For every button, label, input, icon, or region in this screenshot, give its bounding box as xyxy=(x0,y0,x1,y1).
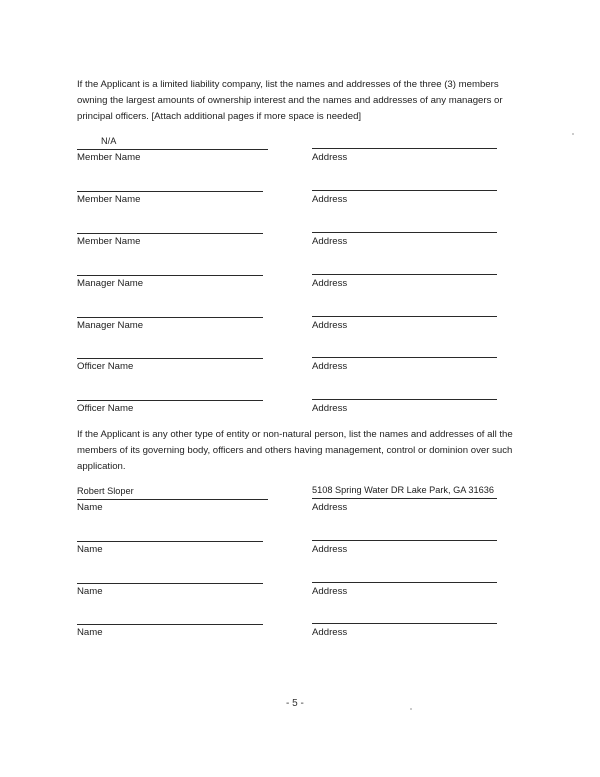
member-name-field[interactable] xyxy=(77,191,263,192)
officer-name-label: Officer Name xyxy=(77,403,134,414)
other-entity-instructions: If the Applicant is any other type of entity or non-natural person, list the names and addresses of all the members of its governing body, officers and others having management, control or dominion over such application. xyxy=(77,429,513,472)
address-field[interactable] xyxy=(312,190,497,191)
address-field[interactable] xyxy=(312,498,497,499)
name-label: Name xyxy=(77,586,103,597)
member-name-field[interactable] xyxy=(77,149,268,150)
address-label: Address xyxy=(312,320,348,331)
name-field[interactable] xyxy=(77,624,263,625)
officer-name-label: Officer Name xyxy=(77,361,134,372)
address-value[interactable]: 5108 Spring Water DR Lake Park, GA 31636 xyxy=(312,485,494,495)
address-field[interactable] xyxy=(312,148,497,149)
name-label: Name xyxy=(77,544,103,555)
name-label: Name xyxy=(77,502,103,513)
member-name-label: Member Name xyxy=(77,236,141,247)
name-field[interactable] xyxy=(77,541,263,542)
member-name-label: Member Name xyxy=(77,152,141,163)
name-label: Name xyxy=(77,627,103,638)
address-field[interactable] xyxy=(312,623,497,624)
officer-name-field[interactable] xyxy=(77,400,263,401)
address-field[interactable] xyxy=(312,316,497,317)
address-label: Address xyxy=(312,361,348,372)
address-label: Address xyxy=(312,544,348,555)
llc-instructions: If the Applicant is a limited liability company, list the names and addresses of the three (3) members owning the largest amounts of ownership interest and the names and addresses of any managers or principal officers. [Attach additional pages if more space is needed] xyxy=(77,79,503,122)
name-value[interactable]: Robert Sloper xyxy=(77,486,134,496)
member-name-value[interactable]: N/A xyxy=(101,136,117,146)
address-field[interactable] xyxy=(312,232,497,233)
address-label: Address xyxy=(312,627,348,638)
address-field[interactable] xyxy=(312,399,497,400)
address-field[interactable] xyxy=(312,540,497,541)
name-field[interactable] xyxy=(77,499,268,500)
address-label: Address xyxy=(312,194,348,205)
member-name-label: Member Name xyxy=(77,194,141,205)
page-number: - 5 - xyxy=(286,698,304,709)
address-label: Address xyxy=(312,586,348,597)
address-label: Address xyxy=(312,236,348,247)
address-field[interactable] xyxy=(312,357,497,358)
address-label: Address xyxy=(312,152,348,163)
manager-name-field[interactable] xyxy=(77,317,263,318)
address-label: Address xyxy=(312,278,348,289)
manager-name-label: Manager Name xyxy=(77,320,144,331)
address-label: Address xyxy=(312,403,348,414)
manager-name-label: Manager Name xyxy=(77,278,144,289)
scan-speck xyxy=(572,133,574,135)
officer-name-field[interactable] xyxy=(77,358,263,359)
name-field[interactable] xyxy=(77,583,263,584)
manager-name-field[interactable] xyxy=(77,275,263,276)
scan-speck xyxy=(410,708,412,710)
address-label: Address xyxy=(312,502,348,513)
member-name-field[interactable] xyxy=(77,233,263,234)
address-field[interactable] xyxy=(312,274,497,275)
address-field[interactable] xyxy=(312,582,497,583)
